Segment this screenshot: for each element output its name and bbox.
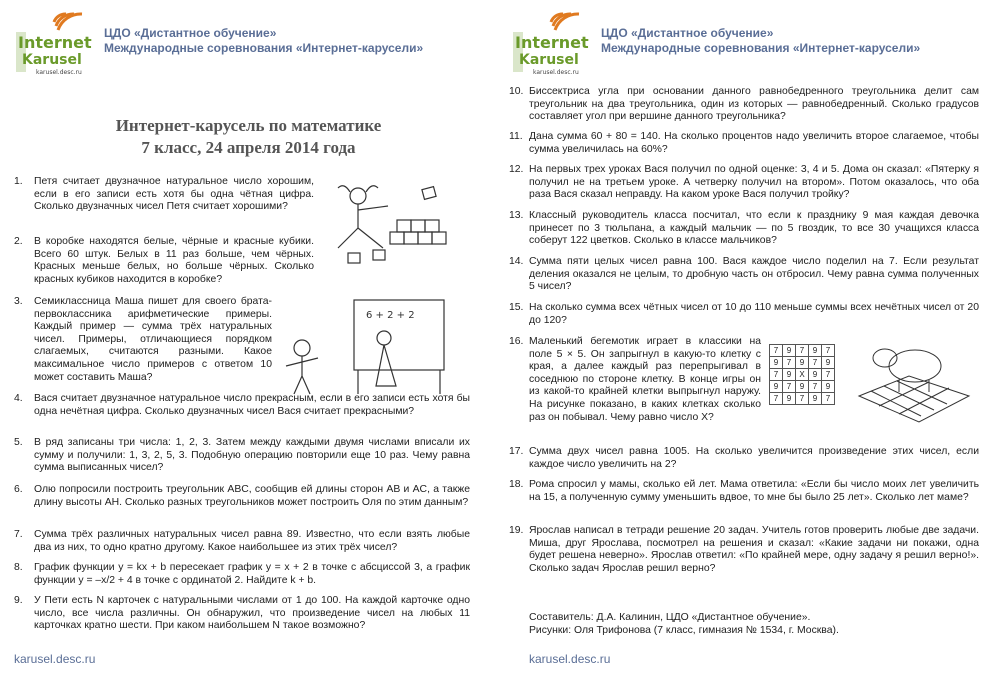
blackboard-illustration (266, 296, 456, 396)
problem-5: 5. В ряд записаны три числа: 1, 2, 3. Затем между каждыми двумя числами вписали их сумму и получили: 1, 3, 2, 5, 3. Подобную операцию повторили еще 10 раз. Чему равна сумма выписанных чисел? (14, 437, 470, 474)
logo-text-2: Karusel (22, 52, 82, 68)
problem-19: 19. Ярослав написал в тетради решение 20 задач. Учитель готов проверить любые две задачи. Миша, друг Ярослава, посмотрел на решения и сказал: «Какие задачи ни покажи, одна будет решена неверно». Ярослав ответил: «По крайней мере, одну задачу я решил верно!». Сколько задач Ярослав решил верно? (509, 525, 979, 574)
org-line-1: ЦДО «Дистантное обучение» (104, 26, 277, 40)
org-line-2: Международные соревнования «Интернет-карусели» (104, 41, 424, 55)
footer-url-left[interactable]: karusel.desc.ru (14, 652, 96, 666)
problem-4: 4. Вася считает двузначное натуральное число прекрасным, если в его записи есть хотя бы одна нечётная цифра. Сколько двузначных чисел Вася считает прекрасными? (14, 393, 470, 417)
hopscotch-grid: 7 9 7 9 7 9 7 9 7 9 7 9 X 9 7 9 7 9 7 9 7 9 7 9 7 (769, 344, 835, 405)
problem-11: 11. Дана сумма 60 + 80 = 140. На сколько процентов надо увеличить второе слагаемое, чтобы сумма увеличилась на 60%? (509, 131, 979, 155)
problem-17: 17. Сумма двух чисел равна 1005. На сколько увеличится произведение этих чисел, если каждое число увеличить на 2? (509, 446, 979, 470)
problem-18: 18. Рома спросил у мамы, сколько ей лет. Мама ответила: «Если бы число моих лет увеличить на 15, а полученную сумму уменьшить вдвое, то мне бы было 25 лет». Сколько лет маме? (509, 479, 979, 503)
problem-2: 2. В коробке находятся белые, чёрные и красные кубики. Всего 60 штук. Белых в 11 раз больше, чем чёрных. Красных меньше белых, но больше чёрных. Сколько красных кубиков находится в коробке? (14, 236, 314, 285)
logo-text-1: Internet (18, 33, 92, 52)
page-title-line-2: 7 класс, 24 апреля 2014 года (141, 138, 356, 157)
problem-14: 14. Сумма пяти целых чисел равна 100. Вася каждое число поделил на 7. Если результат деления оказался не целым, то дробную часть он отбросил. Чему равна сумма полученных 5 чисел? (509, 256, 979, 293)
footer-url-right[interactable]: karusel.desc.ru (529, 652, 611, 666)
internet-karusel-logo (511, 10, 595, 80)
logo-url: karusel.desc.ru (36, 69, 82, 76)
hippo-illustration (849, 336, 979, 426)
header-right (511, 10, 981, 80)
problem-9: 9. У Пети есть N карточек с натуральными числами от 1 до 100. На каждой карточке одно число, все числа различны. Он обнаружил, что произведение чисел на любых 11 карточках кратно шести. При каком наибольшем N такое возможно? (14, 595, 470, 632)
problem-13: 13. Классный руководитель класса посчитал, что если к празднику 9 мая каждая девочка принесет по 3 тюльпана, а каждый мальчик — по 5 гвоздик, то все 30 учащихся класса соберут 122 цветков. Сколько в классе мальчиков? (509, 210, 979, 247)
problem-6: 6. Олю попросили построить треугольник ABC, сообщив ей длины сторон AB и AC, а также длину высоты AH. Сколько разных треугольников может построить Оля по этим данным? (14, 484, 470, 508)
girl-with-cubes-illustration (328, 178, 468, 268)
problem-10: 10. Биссектриса угла при основании данного равнобедренного треугольника делит сам треугольник на два треугольника, один из которых — равнобедренный. Сколько градусов составляет угол при вершине данного треугольника? (509, 86, 979, 123)
org-line-1: ЦДО «Дистантное обучение» (601, 26, 774, 40)
problem-3: 3. Семиклассница Маша пишет для своего брата-первоклассника арифметические примеры. Каждый пример — сумма трёх натуральных чисел. Примеры, отличающиеся порядком слагаемых, считаются разными. Какое максимальное число примеров с ответом 10 может составить Маша? (14, 296, 272, 383)
problem-12: 12. На первых трех уроках Вася получил по одной оценке: 3, 4 и 5. Дома он сказал: «Пятерку я получил не на третьем уроке. А четверку получил на втором». Потом оказалось, что оба раза Вася сказал неправду. На каком уроке Вася получил тройку? (509, 164, 979, 201)
logo-text-2: Karusel (519, 52, 579, 68)
page-title-line-1: Интернет-карусель по математике (115, 116, 382, 135)
org-name (104, 26, 423, 56)
problem-1: 1. Петя считает двузначное натуральное число хорошим, если в его записи есть хотя бы одна чётная цифра. Сколько двузначных чисел Петя считает хорошими? (14, 176, 314, 213)
credits (529, 611, 839, 637)
problem-8: 8. График функции y = kx + b пересекает график y = x + 2 в точке с абсциссой 3, а график функции y = –x/2 + 4 в точке с ординатой 2. Найдите k + b. (14, 562, 470, 586)
board-text: 6 + 2 + 2 (366, 310, 415, 321)
problem-7: 7. Сумма трёх различных натуральных чисел равна 89. Известно, что если взять любые два из них, то одно кратно другому. Какое наибольшее из этих трёх чисел? (14, 529, 470, 553)
internet-karusel-logo (14, 10, 98, 80)
page-right (497, 0, 994, 674)
header-left (14, 10, 484, 80)
org-line-2: Международные соревнования «Интернет-карусели» (601, 41, 921, 55)
problem-16: 16. Маленький бегемотик играет в классики на поле 5 × 5. Он запрыгнул в какую-то клетку с края, а далее каждый раз перепрыгивал в соседнюю по стороне клетку. В конце игры он из какой-то крайней клетки выпрыгнул наружу. На рисунке показано, в каких клетках сколько раз он побывал. Чему равно число X? (509, 336, 761, 423)
logo-text-1: Internet (515, 33, 589, 52)
credits-illustrator: Рисунки: Оля Трифонова (7 класс, гимназия № 1534, г. Москва). (529, 625, 839, 636)
org-name (601, 26, 920, 56)
logo-url: karusel.desc.ru (533, 69, 579, 76)
problem-15: 15. На сколько сумма всех чётных чисел от 10 до 110 меньше суммы всех нечётных чисел от 20 до 120? (509, 302, 979, 326)
credits-author: Составитель: Д.А. Калинин, ЦДО «Дистантное обучение». (529, 612, 811, 623)
